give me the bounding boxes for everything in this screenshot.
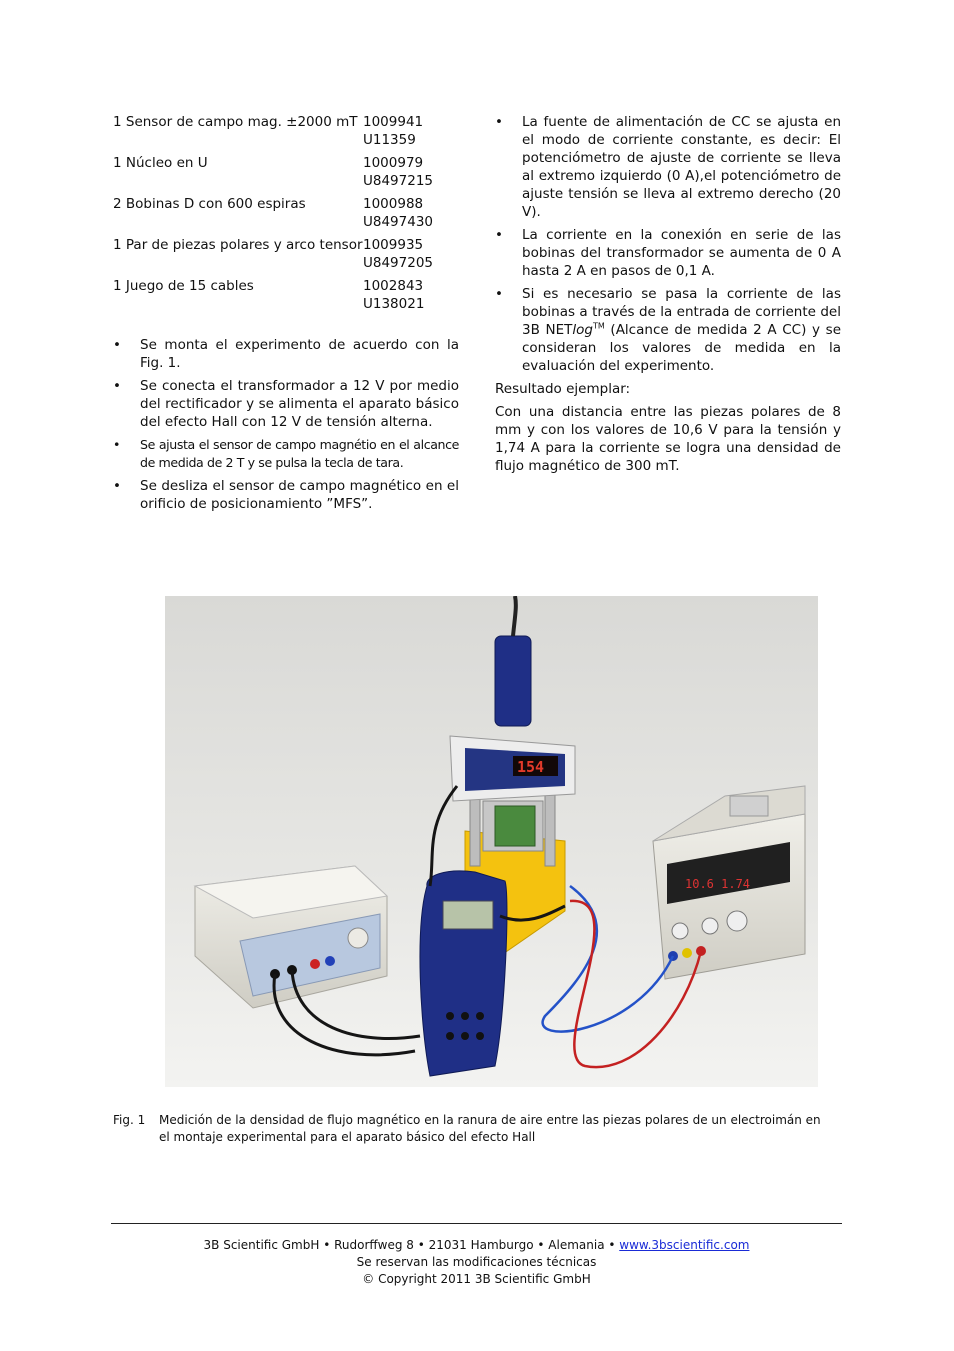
equipment-code: U8497215 [363,173,434,189]
equipment-codes [363,154,459,190]
footer [111,1237,842,1288]
equipment-code: 1000988 [363,196,424,212]
equipment-row [113,277,459,313]
equipment-code: 1009941 [363,114,424,130]
equipment-code: 1000979 [363,155,424,171]
equipment-code: 1002843 [363,278,424,294]
netlog-step-italic: log [572,322,593,338]
equipment-row [113,113,459,149]
equipment-codes [363,236,459,272]
procedure-step: • La fuente de alimentación de CC se ajusta en el modo de corriente constante, es decir: El potenciómetro de ajuste de corriente se lleva al extremo izquierdo (0 A),el potenciómetro de ajuste tensión se lleva al extremo derecho (20 V). [495,113,841,221]
procedure-step: • Se monta el experimento de acuerdo con la Fig. 1. [113,336,459,372]
netlog-step-tm: TM [592,321,605,331]
equipment-row [113,154,459,190]
netlog-step-before: Si es necesario se pasa la corriente de las bobinas a través de la entrada de corriente del 3B NET [522,286,841,338]
procedure-list-left [113,336,459,513]
procedure-step-netlog [495,285,841,375]
caption-label: Fig. 1 [113,1113,146,1127]
equipment-name: 1 Sensor de campo mag. ±2000 mT [113,114,358,130]
footer-copyright: © Copyright 2011 3B Scientific GmbH [362,1272,591,1286]
footer-address-line [111,1237,842,1254]
equipment-code: U138021 [363,296,425,312]
right-column [495,113,841,480]
procedure-step: • La corriente en la conexión en serie de las bobinas del transformador se aumenta de 0 A hasta 2 A en pasos de 0,1 A. [495,226,841,280]
equipment-codes [363,195,459,231]
equipment-code: 1009935 [363,237,424,253]
website-link[interactable]: www.3bscientific.com [619,1238,750,1252]
procedure-step: • Se desliza el sensor de campo magnético en el orificio de posicionamiento ”MFS”. [113,477,459,513]
figure-caption [113,1112,833,1146]
power-supply-display-text: 10.6 1.74 [685,877,751,891]
hall-console-display-value: 154 [517,758,545,776]
caption-text: Medición de la densidad de flujo magnético en la ranura de aire entre las piezas polares de un electroimán en el montaje experimental para el aparato básico del efecto Hall [159,1113,821,1144]
netlog-step-after: (Alcance de medida 2 A CC) y se consideran los valores de medida en la evaluación del experimento. [522,322,841,374]
equipment-name: 2 Bobinas D con 600 espiras [113,196,306,212]
equipment-code: U8497430 [363,214,434,230]
footer-rule [111,1223,842,1224]
equipment-name: 1 Juego de 15 cables [113,278,254,294]
equipment-row [113,236,459,272]
netlog-device [420,871,507,1076]
equipment-code: U11359 [363,132,416,148]
procedure-list-right [495,113,841,375]
equipment-row [113,195,459,231]
equipment-name: 1 Núcleo en U [113,155,208,171]
equipment-codes [363,113,459,149]
equipment-name: 1 Par de piezas polares y arco tensor [113,237,363,253]
procedure-step: • Se conecta el transformador a 12 V por medio del rectificador y se alimenta el aparato básico del efecto Hall con 12 V de tensión alterna. [113,377,459,431]
equipment-codes [363,277,459,313]
experiment-photo [165,596,818,1087]
result-text: Con una distancia entre las piezas polares de 8 mm y con los valores de 10,6 V para la tensión y 1,74 A para la corriente se logra una densidad de flujo magnético de 300 mT. [495,404,841,474]
footer-address: 3B Scientific GmbH • Rudorffweg 8 • 21031 Hamburgo • Alemania • [203,1238,620,1252]
left-column [113,113,459,518]
equipment-code: U8497205 [363,255,434,271]
footer-disclaimer: Se reservan las modificaciones técnicas [356,1255,597,1269]
equipment-list [113,113,459,313]
result-heading: Resultado ejemplar: [495,381,631,397]
procedure-step: • Se ajusta el sensor de campo magnétio en el alcance de medida de 2 T y se pulsa la tecla de tara. [113,436,459,472]
